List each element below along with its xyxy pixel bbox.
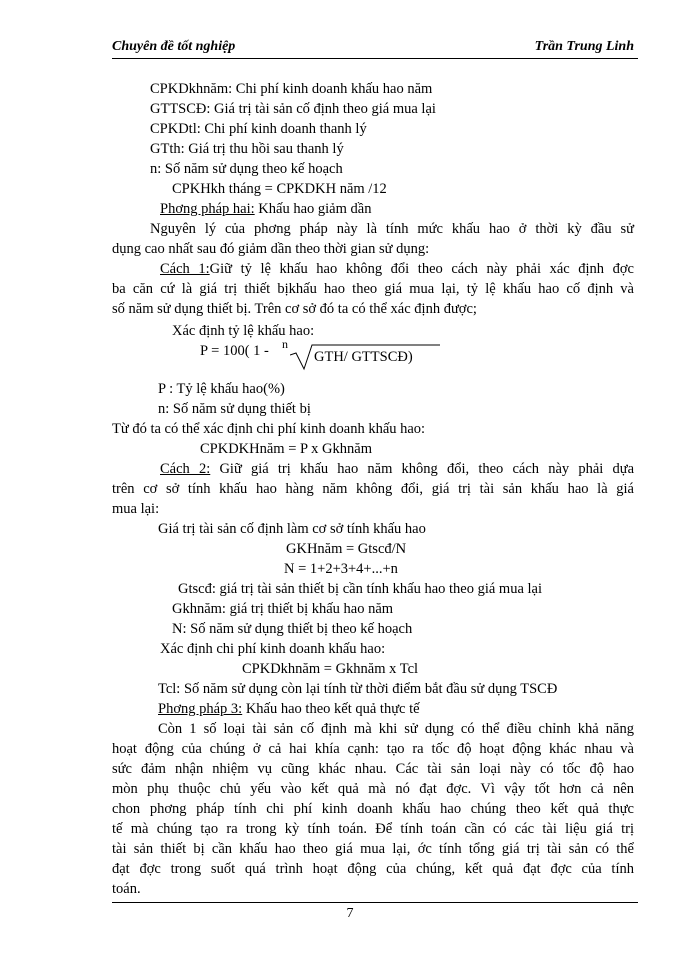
text-line: Nguyên lý của phơng pháp này là tính mức khấu hao ở thời kỳ đầu sử bbox=[150, 221, 634, 237]
text-line: Gkhnăm: giá trị thiết bị khấu hao năm bbox=[172, 601, 394, 617]
text-line: toán. bbox=[112, 881, 141, 897]
text-line: hoạt động của chúng ở cả hai khía cạnh: tạo ra tốc độ hoạt động khác nhau và bbox=[112, 741, 634, 757]
header-left: Chuyên đề tốt nghiệp bbox=[112, 39, 236, 54]
formula-left: P = 100( 1 - bbox=[200, 343, 269, 359]
formula-line: GKHnăm = Gtscđ/N bbox=[286, 541, 407, 557]
text-line: đạt đợc trong suốt quá trình hoạt động của chúng, kết quả đạt đợc của tính bbox=[112, 861, 634, 877]
text-line: CPKDkhnăm: Chi phí kinh doanh khấu hao năm bbox=[150, 81, 433, 97]
text-line: sức đảm nhận nhiệm vụ cũng khác nhau. Các tài sản loại này có tốc độ hao bbox=[112, 761, 634, 777]
text-line: Xác định chi phí kinh doanh khấu hao: bbox=[160, 641, 386, 657]
header-right: Trần Trung Linh bbox=[534, 39, 634, 54]
text-line: tài sản thiết bị cần khấu hao theo giá mua lại, ớc tính tổng giá trị tài sản có thể bbox=[112, 841, 634, 857]
section-heading-label: Phơng pháp hai: bbox=[160, 201, 255, 217]
text-line: mua lại: bbox=[112, 501, 160, 517]
formula-p bbox=[200, 343, 269, 360]
text-line: dụng cao nhất sau đó giảm dần theo thời gian sử dụng: bbox=[112, 241, 430, 257]
method-text: Giữ giá trị khấu hao năm không đổi, theo cách này phải dựa bbox=[210, 461, 635, 477]
text-line bbox=[160, 460, 634, 478]
text-line: tế mà chúng tạo ra trong kỳ tính toán. Để tính toán cần có các tài liệu giá trị bbox=[112, 821, 634, 837]
formula-line: CPKDKHnăm = P x Gkhnăm bbox=[200, 441, 372, 457]
text-line: chon phơng pháp tính chi phí kinh doanh khấu hao chúng theo kết quả thực bbox=[112, 801, 634, 817]
text-line: trên cơ sở tính khấu hao hàng năm không đổi, giá trị tài sản khấu hao là giá bbox=[112, 481, 634, 497]
header-rule bbox=[112, 58, 638, 59]
radical-index: n bbox=[282, 337, 288, 351]
text-line: số năm sử dụng thiết bị. Trên cơ sở đó ta có thể xác định được; bbox=[112, 301, 477, 317]
text-line: ba căn cứ là giá trị thiết bịkhấu hao theo giá mua lại, tỷ lệ khấu hao cố định và bbox=[112, 281, 634, 297]
section-heading-text: Khấu hao giảm dần bbox=[254, 201, 372, 217]
method-text: Giữ tỷ lệ khấu hao không đổi theo cách này phải xác định đợc bbox=[209, 261, 634, 277]
section-heading-label: Phơng pháp 3: bbox=[158, 701, 243, 717]
text-line: N: Số năm sử dụng thiết bị theo kế hoạch bbox=[172, 621, 413, 637]
text-line: GTth: Giá trị thu hồi sau thanh lý bbox=[150, 141, 344, 157]
text-line: Xác định tỷ lệ khấu hao: bbox=[172, 323, 315, 339]
text-line: n: Số năm sử dụng thiết bị bbox=[158, 401, 311, 417]
formula-radicand: GTH/ GTTSCĐ) bbox=[314, 349, 413, 365]
text-line: n: Số năm sử dụng theo kế hoạch bbox=[150, 161, 343, 177]
text-line: P : Tỷ lệ khấu hao(%) bbox=[158, 381, 285, 397]
formula-line: N = 1+2+3+4+...+n bbox=[284, 561, 398, 577]
section-heading bbox=[158, 700, 420, 718]
text-line bbox=[160, 260, 634, 278]
text-line: Từ đó ta có thể xác định chi phí kinh doanh khấu hao: bbox=[112, 421, 426, 437]
text-line: CPKDtl: Chi phí kinh doanh thanh lý bbox=[150, 121, 367, 137]
page-number: 7 bbox=[346, 906, 354, 921]
method-label: Cách 1: bbox=[160, 261, 210, 277]
formula-line: CPKDkhnăm = Gkhnăm x Tcl bbox=[242, 661, 419, 677]
text-line: GTTSCĐ: Giá trị tài sản cố định theo giá mua lại bbox=[150, 101, 436, 117]
text-line: Tcl: Số năm sử dụng còn lại tính từ thời điểm bắt đầu sử dụng TSCĐ bbox=[158, 681, 558, 697]
footer-rule bbox=[112, 902, 638, 903]
section-heading bbox=[160, 200, 371, 218]
text-line: mòn phụ thuộc chủ yếu vào kết quả mà nó đạt đợc. Vì vậy tốt hơn cả nên bbox=[112, 781, 634, 797]
text-line: Giá trị tài sản cố định làm cơ sở tính khấu hao bbox=[158, 521, 426, 537]
method-label: Cách 2: bbox=[160, 461, 211, 477]
section-heading-text: Khấu hao theo kết quả thực tế bbox=[242, 701, 420, 717]
text-line: Gtscđ: giá trị tài sản thiết bị cần tính khấu hao theo giá mua lại bbox=[178, 581, 543, 597]
formula-line: CPKHkh tháng = CPKDKH năm /12 bbox=[172, 181, 387, 197]
text-line: Còn 1 số loại tài sản cố định mà khi sử dụng có thể điều chỉnh khả năng bbox=[158, 721, 634, 737]
